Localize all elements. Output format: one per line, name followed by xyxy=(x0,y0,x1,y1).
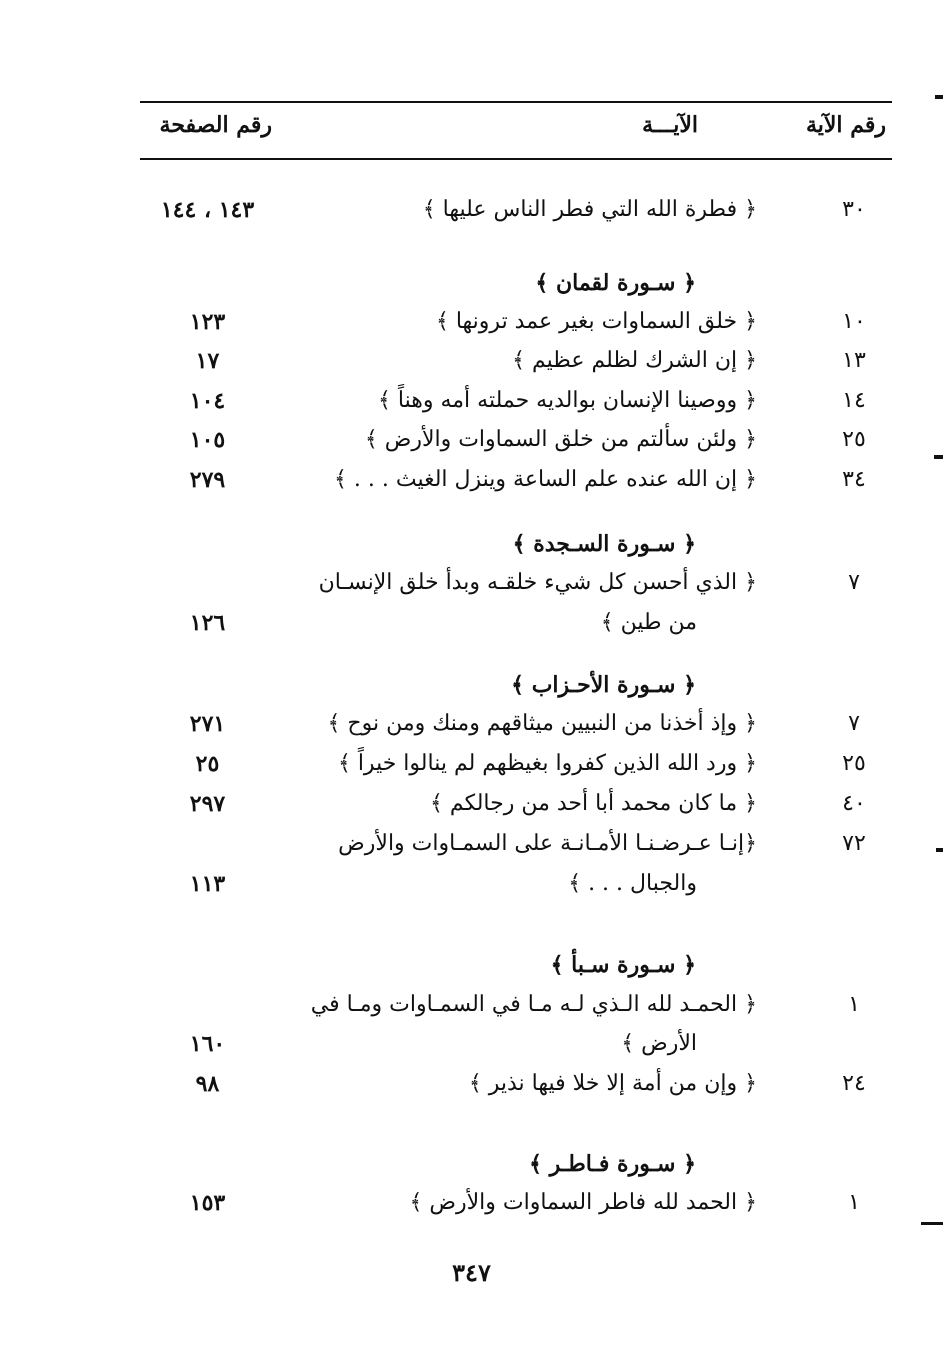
verse-text: ﴿ ورد الله الذين كفروا بغيظهم لم ينالوا خيراً ﴾ xyxy=(337,751,757,776)
verse-number: ٢٥ xyxy=(842,427,866,452)
page-reference: ١٦٠ xyxy=(189,1031,226,1057)
header-top-rule xyxy=(140,101,892,103)
table-row xyxy=(140,986,892,1024)
table-row xyxy=(140,865,892,903)
verse-number: ١٣ xyxy=(842,348,866,373)
surah-title: ﴿ سـورة فـاطـر ﴾ xyxy=(529,1151,696,1177)
surah-heading xyxy=(140,264,892,302)
table-row xyxy=(140,745,892,783)
table-row xyxy=(140,825,892,863)
table-row xyxy=(140,564,892,602)
verse-text: ﴿ الحمـد لله الـذي لـه مـا في السمـاوات ومـا في xyxy=(310,992,757,1017)
table-row xyxy=(140,1025,892,1063)
header-page-number: رقم الصفحة xyxy=(159,112,272,138)
table-row xyxy=(140,342,892,380)
verse-number: ٣٤ xyxy=(842,467,866,492)
verse-text: ﴿ ولئن سألتم من خلق السماوات والأرض ﴾ xyxy=(364,427,757,452)
verse-text: ﴿إنـا عـرضـنـا الأمـانـة على السمـاوات والأرض xyxy=(338,831,757,856)
verse-text: والجبال . . . ﴾ xyxy=(568,871,697,896)
verse-text: ﴿ وإذ أخذنا من النبيين ميثاقهم ومنك ومن نوح ﴾ xyxy=(327,711,757,736)
surah-title: ﴿ سـورة لقمان ﴾ xyxy=(535,270,696,296)
scan-edge-mark xyxy=(921,1222,943,1225)
surah-title: ﴿ سـورة السـجدة ﴾ xyxy=(512,531,696,557)
page-reference: ٢٥ xyxy=(195,751,220,777)
header-verse-number: رقم الآية xyxy=(805,112,886,138)
table-row xyxy=(140,705,892,743)
page-reference: ١٤٣ ، ١٤٤ xyxy=(160,197,255,223)
verse-number: ٧ xyxy=(848,711,860,736)
page-reference: ١٠٥ xyxy=(189,427,226,453)
verse-number: ١٤ xyxy=(842,388,866,413)
surah-heading xyxy=(140,946,892,984)
verse-number: ٤٠ xyxy=(842,791,866,816)
table-row xyxy=(140,191,892,229)
surah-heading xyxy=(140,1145,892,1183)
verse-text: الأرض ﴾ xyxy=(621,1031,697,1056)
table-row xyxy=(140,785,892,823)
table-row xyxy=(140,303,892,341)
page-reference: ١٢٦ xyxy=(189,610,226,636)
page-reference: ٢٩٧ xyxy=(189,791,226,817)
page-reference: ١٢٣ xyxy=(189,309,226,335)
header-bottom-rule xyxy=(140,158,892,160)
surah-title: ﴿ سـورة سـبأ ﴾ xyxy=(550,952,696,978)
page-reference: ١١٣ xyxy=(189,871,226,897)
table-row xyxy=(140,382,892,420)
page-reference: ٢٧١ xyxy=(189,711,226,737)
surah-heading xyxy=(140,525,892,563)
verse-text: من طين ﴾ xyxy=(600,610,697,635)
scan-edge-mark xyxy=(934,455,943,459)
surah-heading xyxy=(140,666,892,704)
verse-number: ٧٢ xyxy=(842,831,866,856)
verse-number: ٣٠ xyxy=(842,197,866,222)
scan-edge-mark xyxy=(935,95,943,99)
table-row xyxy=(140,1065,892,1103)
verse-number: ١٠ xyxy=(842,309,866,334)
verse-text: ﴿ خلق السماوات بغير عمد ترونها ﴾ xyxy=(435,309,757,334)
verse-number: ٧ xyxy=(848,570,860,595)
verse-text: ﴿ وإن من أمة إلا خلا فيها نذير ﴾ xyxy=(468,1071,757,1096)
page-reference: ١٧ xyxy=(195,348,220,374)
verse-text: ﴿ ما كان محمد أبا أحد من رجالكم ﴾ xyxy=(430,791,757,816)
table-row xyxy=(140,604,892,642)
verse-number: ١ xyxy=(848,1190,860,1215)
verse-number: ١ xyxy=(848,992,860,1017)
table-row xyxy=(140,1184,892,1222)
verse-number: ٢٤ xyxy=(842,1071,866,1096)
scan-edge-mark xyxy=(936,848,943,852)
header-verse: الآيـــة xyxy=(642,112,698,138)
surah-title: ﴿ سـورة الأحـزاب ﴾ xyxy=(511,672,696,698)
verse-text: ﴿ الذي أحسن كل شيء خلقـه وبدأ خلق الإنسـان xyxy=(318,570,757,595)
table-row xyxy=(140,421,892,459)
page-reference: ١٥٣ xyxy=(189,1190,226,1216)
verse-text: ﴿ فطرة الله التي فطر الناس عليها ﴾ xyxy=(422,197,757,222)
verse-text: ﴿ الحمد لله فاطر السماوات والأرض ﴾ xyxy=(409,1190,757,1215)
page-reference: ١٠٤ xyxy=(189,388,226,414)
verse-text: ﴿ إن الله عنده علم الساعة وينزل الغيث . . . ﴾ xyxy=(334,467,757,492)
verse-number: ٢٥ xyxy=(842,751,866,776)
page-number: ٣٤٧ xyxy=(452,1258,491,1287)
page-reference: ٩٨ xyxy=(195,1071,220,1097)
page-reference: ٢٧٩ xyxy=(189,467,226,493)
verse-text: ﴿ ووصينا الإنسان بوالديه حملته أمه وهناً ﴾ xyxy=(378,388,757,413)
verse-text: ﴿ إن الشرك لظلم عظيم ﴾ xyxy=(512,348,757,373)
table-row xyxy=(140,461,892,499)
